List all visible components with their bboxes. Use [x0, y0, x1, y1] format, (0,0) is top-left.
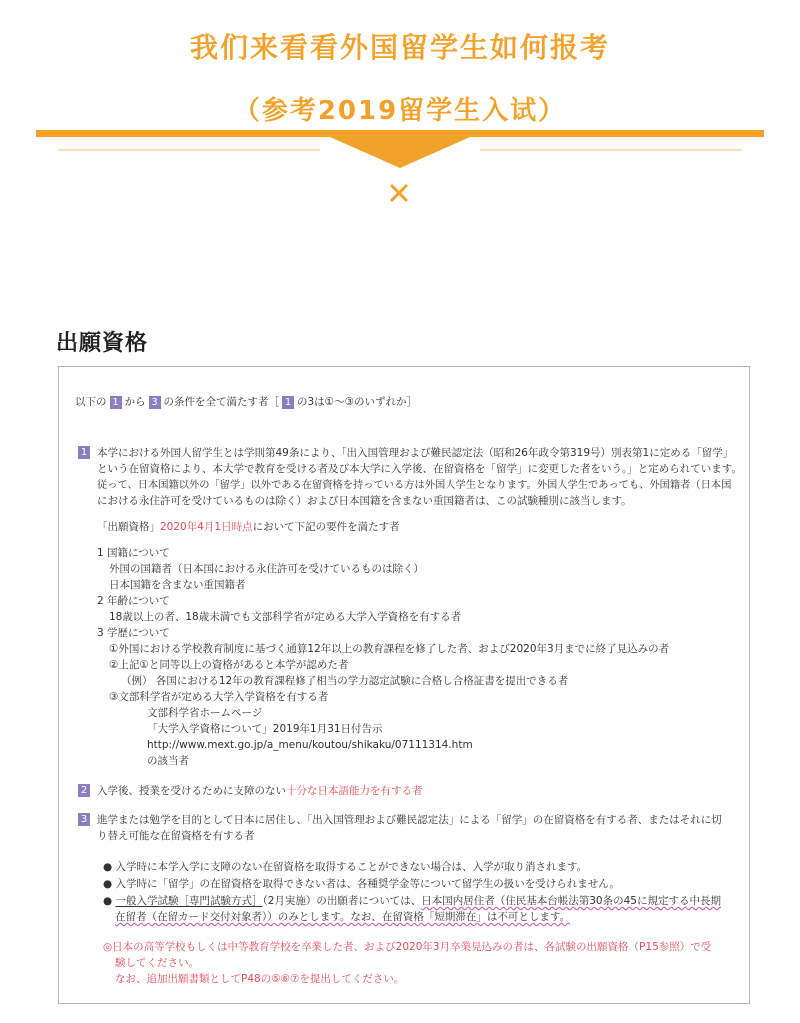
page-subtitle: （参考2019留学生入试）: [233, 96, 567, 126]
condition-line: 「出願資格」2020年4月1日時点において下記の要件を満たす者: [97, 521, 400, 533]
note-line: 験してください。: [115, 957, 199, 969]
close-icon: [392, 186, 406, 200]
badge: 1: [282, 396, 294, 409]
header-divider: [0, 120, 800, 210]
item1-line: における永住許可を受けているものは除く）および日本国籍を含まない重国籍者は、この試験種別に該当します。: [97, 495, 632, 507]
bullet-item-cont: 在留者（在留カード交付対象者））のみとします。なお、在留資格「短期滞在」は不可とします。: [115, 911, 571, 923]
item3-line: 進学または勉学を目的として日本に居住し、「出入国管理および難民認定法」による「留学」の在留資格を有する者、またはそれに切: [97, 814, 722, 826]
bullet-item: ● 入学時に本学入学に支障のない在留資格を取得することができない場合は、入学が取り消されます。: [103, 861, 588, 873]
bullet-item: ● 入学時に「留学」の在留資格を取得できない者は、各種奨学金等について留学生の扱いを受けられません。: [103, 878, 620, 890]
section-title: 出願資格: [56, 331, 149, 356]
requirement-line: の該当者: [147, 755, 189, 767]
requirement-line: ①外国における学校教育制度に基づく通算12年以上の教育課程を修了した者、および2020年3月までに終了見込みの者: [109, 643, 670, 655]
item1-line: という在留資格により、本大学で教育を受ける者及び本大学に入学後、在留資格を「留学」に変更した者をいう。」と定められています。: [97, 463, 742, 475]
requirement-line: 1 国籍について: [97, 547, 170, 559]
item1-line: 従って、日本国籍以外の「留学」以外である在留資格を持っている方は外国人学生となります。外国人学生であっても、外国籍者（日本国: [97, 479, 732, 491]
note-line: なお、追加出願書類としてP48の⑤⑥⑦を提出してください。: [115, 973, 405, 985]
requirement-line: 日本国籍を含まない重国籍者: [109, 579, 246, 591]
requirement-line: 3 学歴について: [97, 627, 170, 639]
condition-date: 2020年4月1日時点: [160, 521, 253, 533]
requirement-line: 文部科学省ホームページ: [147, 707, 263, 719]
requirement-line: 外国の国籍者（日本国における永住許可を受けているものは除く）: [109, 563, 424, 575]
bullet-item: ● 一般入学試験［専門試験方式］（2月実施）の出願者については、日本国内居住者（住民基本台帳法第30条の45に規定する中長期: [103, 895, 721, 907]
item3-line: り替え可能な在留資格を有する者: [97, 830, 255, 842]
eligibility-panel: [58, 366, 750, 1004]
page-title: 我们来看看外国留学生如何报考: [189, 31, 610, 64]
intro-line: 以下の 1 から 3 の条件を全て満たす者［ 1 の3は①〜③のいずれか］: [75, 396, 418, 408]
item2-line: 入学後、授業を受けるために支障のない十分な日本語能力を有する者: [97, 785, 423, 797]
requirement-line: ②上記①と同等以上の資格があると本学が認めた者: [109, 659, 349, 671]
badge: 3: [149, 396, 161, 409]
note-line: ◎日本の高等学校もしくは中等教育学校を卒業した者、および2020年3月卒業見込みの者は、各試験の出願資格（P15参照）で受: [103, 941, 712, 953]
requirement-line: 18歳以上の者、18歳未満でも文部科学省が定める大学入学資格を有する者: [109, 611, 462, 623]
requirement-line: ③文部科学省が定める大学入学資格を有する者: [109, 691, 329, 703]
item3-badge: 3: [78, 813, 90, 826]
item1-badge: 1: [78, 446, 90, 459]
item2-badge: 2: [78, 784, 90, 797]
requirement-line: 「大学入学資格について」2019年1月31日付告示: [147, 723, 383, 735]
badge: 1: [110, 396, 122, 409]
requirement-line: 2 年齢について: [97, 595, 170, 607]
item2-emphasis: 十分な日本語能力を有する者: [286, 785, 423, 797]
requirement-line: （例） 各国における12年の教育課程修了相当の学力認定試験に合格し合格証書を提出できる者: [121, 675, 569, 687]
mext-link[interactable]: http://www.mext.go.jp/a_menu/koutou/shikaku/07111314.htm: [147, 739, 473, 751]
item1-line: 本学における外国人留学生とは学則第49条により、「出入国管理および難民認定法（昭和26年政令第319号）別表第1に定める「留学」: [97, 447, 734, 459]
